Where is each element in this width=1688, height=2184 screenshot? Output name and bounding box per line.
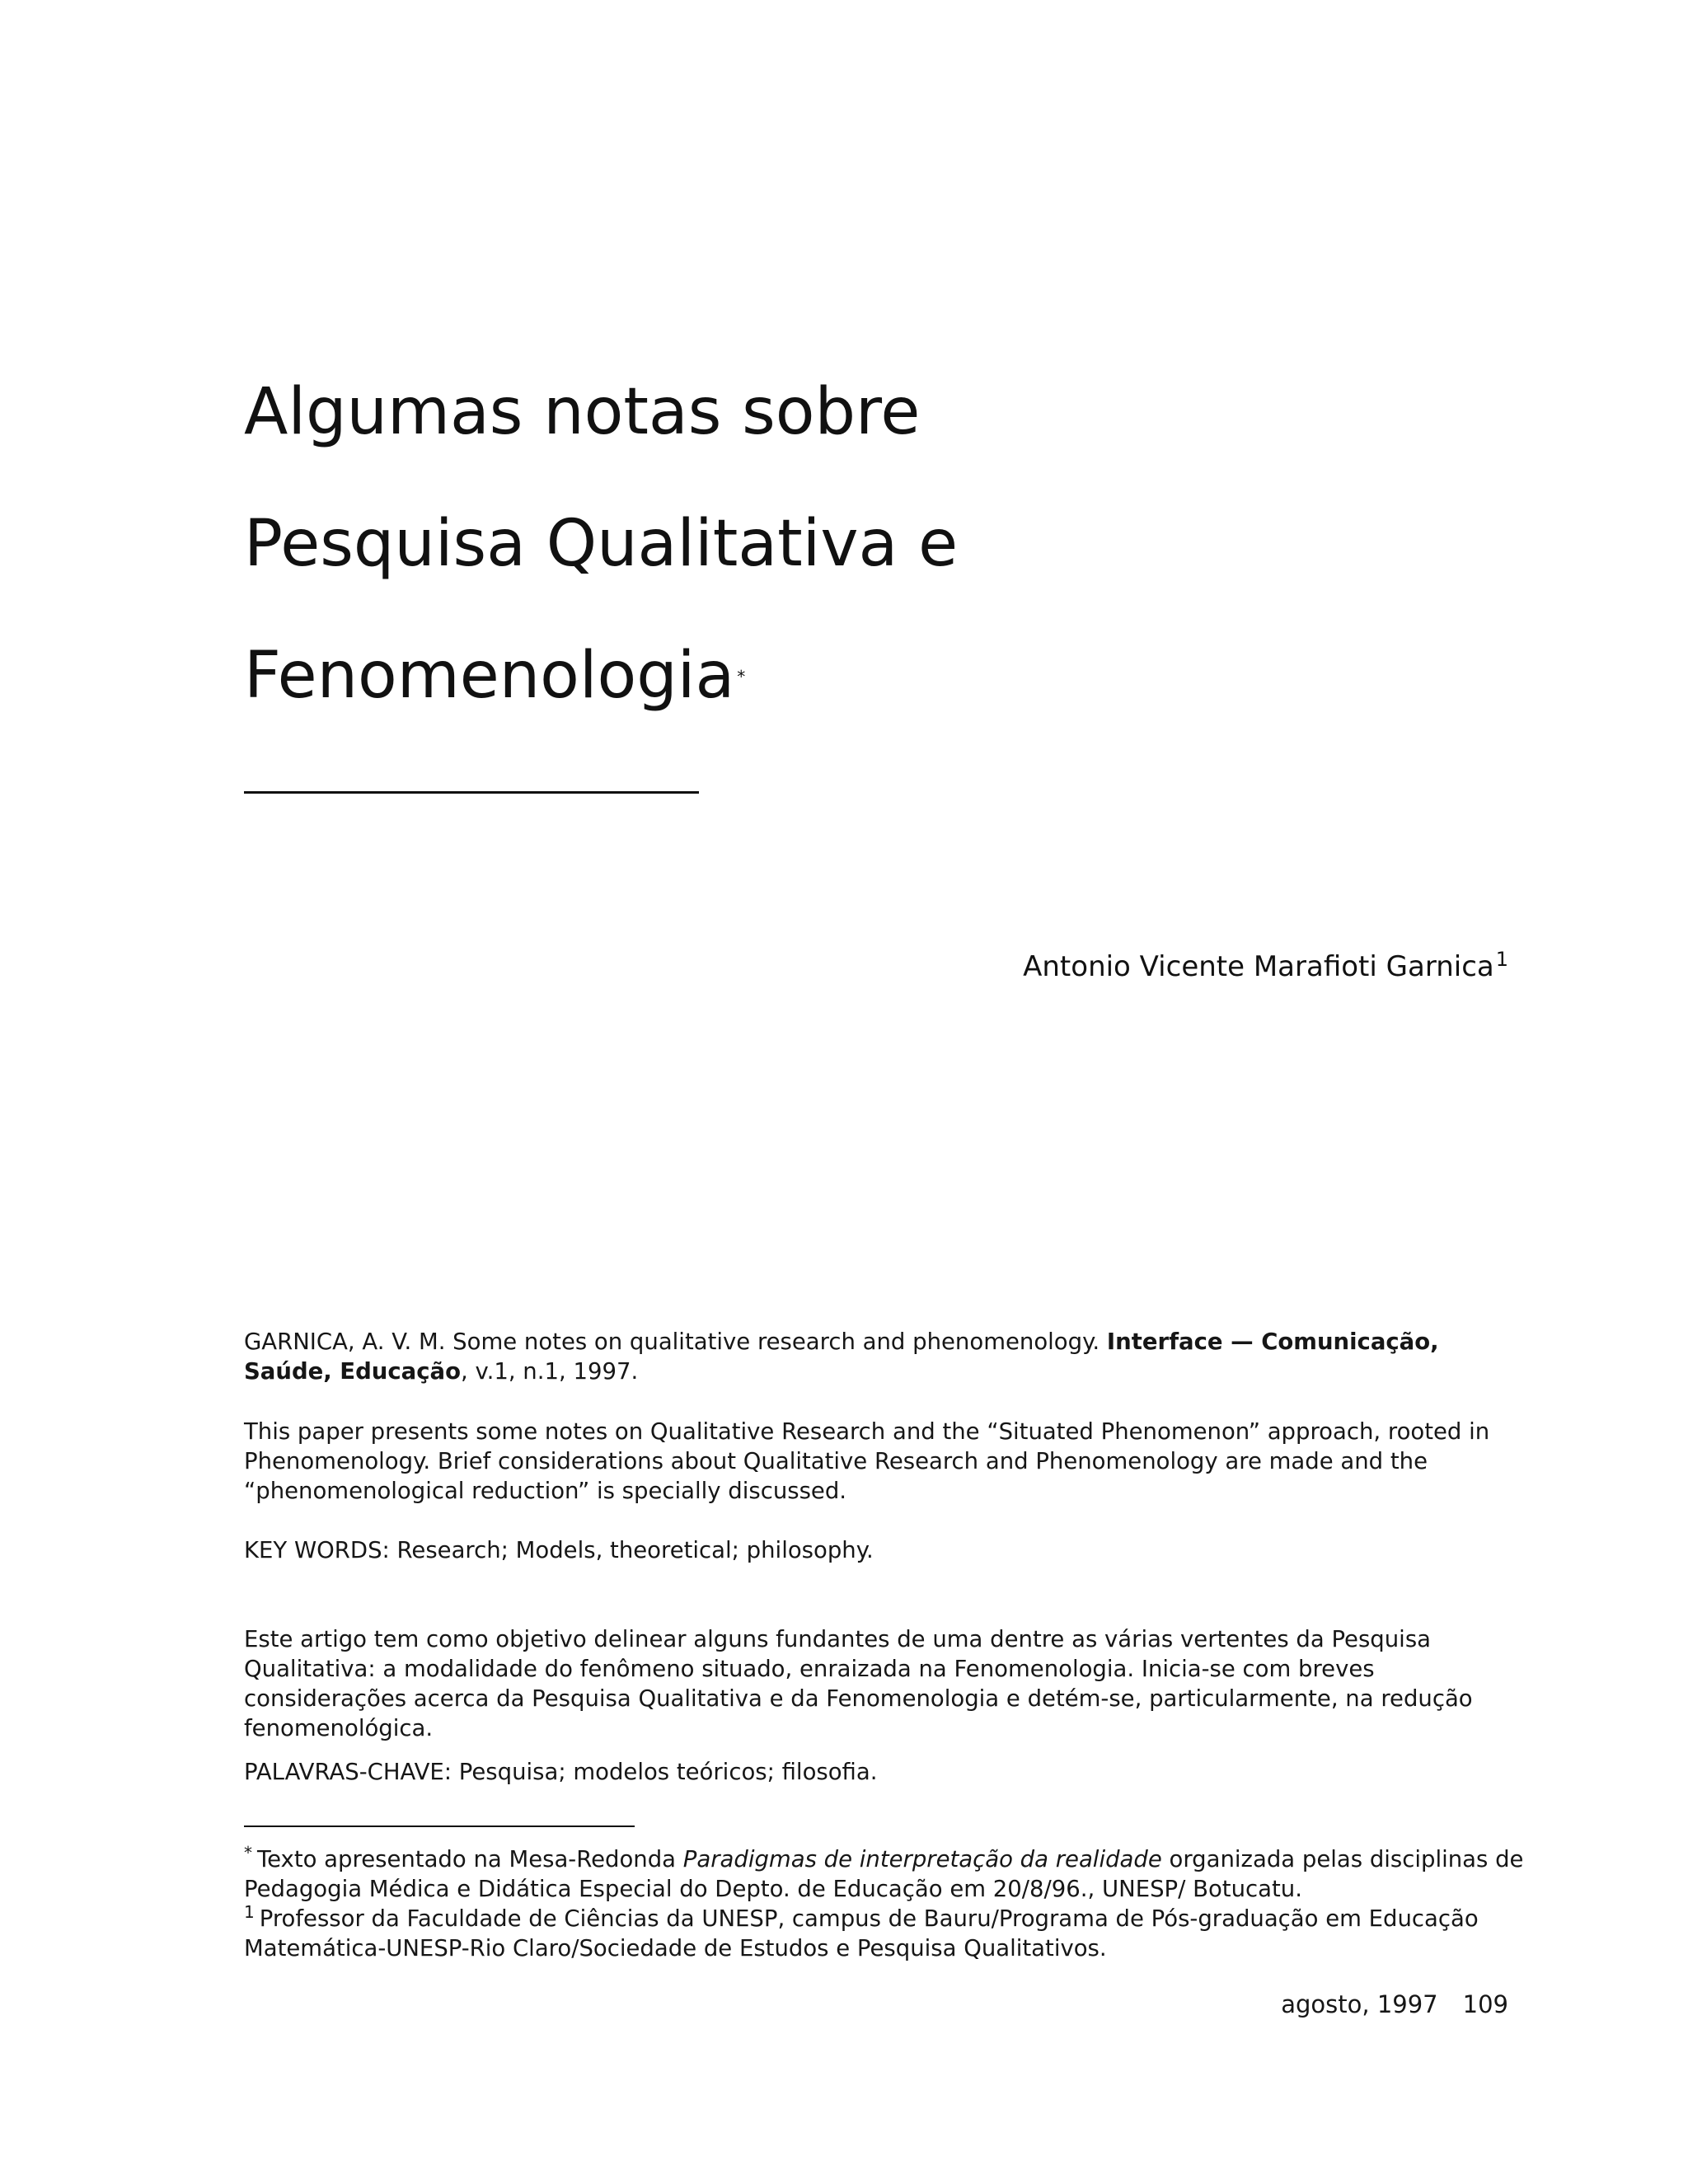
title-line-2: Pesquisa Qualitativa e: [244, 507, 959, 581]
citation-lead: GARNICA, A. V. M. Some notes on qualitative research and phenomenology.: [244, 1329, 1100, 1355]
abstract-english: This paper presents some notes on Qualitative Research and the “Situated Phenomenon” approach, rooted in Phenomenology. Brief considerations about Qualitative Research and Phenomenology are made and the “phenomenological reduction” is specially discussed.: [244, 1418, 1490, 1504]
citation-journal: Interface — Comunicação, Saúde, Educação: [244, 1329, 1439, 1385]
footnote-1: [244, 1897, 1530, 1963]
footer-date: agosto, 1997: [1281, 1990, 1438, 2018]
keywords-portuguese: PALAVRAS-CHAVE: Pesquisa; modelos teóricos; filosofia.: [244, 1759, 878, 1785]
title-line-3: [244, 636, 745, 716]
author-footnote-ref: 1: [1495, 948, 1508, 971]
title-line-1: Algumas notas sobre: [244, 375, 921, 449]
abstract-portuguese: Este artigo tem como objetivo delinear alguns fundantes de uma dentre as várias vertentes da Pesquisa Qualitativa: a modalidade do fenômeno situado, enraizada na Fenomenologia. Inicia-se com breves considerações acerca da Pesquisa Qualitativa e da Fenomenologia e detém-se, particularmente, na redução fenomenológica.: [244, 1626, 1473, 1741]
title-divider: [244, 791, 699, 794]
footnote-text-after: organizada pelas disciplinas de Pedagogia Médica e Didática Especial do Depto. de Educação em 20/8/96., UNESP/ Botucatu.: [244, 1846, 1524, 1902]
footnote-italic-title: Paradigmas de interpretação da realidade: [682, 1846, 1162, 1872]
footnote-text: Texto apresentado na Mesa-Redonda: [257, 1846, 683, 1872]
footnote-mark: 1: [244, 1902, 255, 1922]
keywords-english: KEY WORDS: Research; Models, theoretical; philosophy.: [244, 1537, 874, 1563]
title-line-3-text: Fenomenologia: [244, 639, 735, 713]
citation-tail: , v.1, n.1, 1997.: [460, 1358, 639, 1385]
footnote-divider: [244, 1825, 635, 1827]
page-footer: [1281, 1988, 1508, 2021]
citation: [244, 1327, 1513, 1386]
page-number: 109: [1462, 1990, 1508, 2018]
author-name: Antonio Vicente Marafioti Garnica: [1023, 950, 1494, 983]
author-line: [1023, 940, 1508, 987]
footnote-asterisk: [244, 1838, 1530, 1904]
footnote-mark: *: [244, 1843, 252, 1863]
footnote-text: Professor da Faculdade de Ciências da UNESP, campus de Bauru/Programa de Pós-graduação em Educação Matemática-UNESP-Rio Claro/Sociedade de Estudos e Pesquisa Qualitativos.: [244, 1905, 1479, 1961]
title-footnote-mark: *: [737, 667, 746, 687]
